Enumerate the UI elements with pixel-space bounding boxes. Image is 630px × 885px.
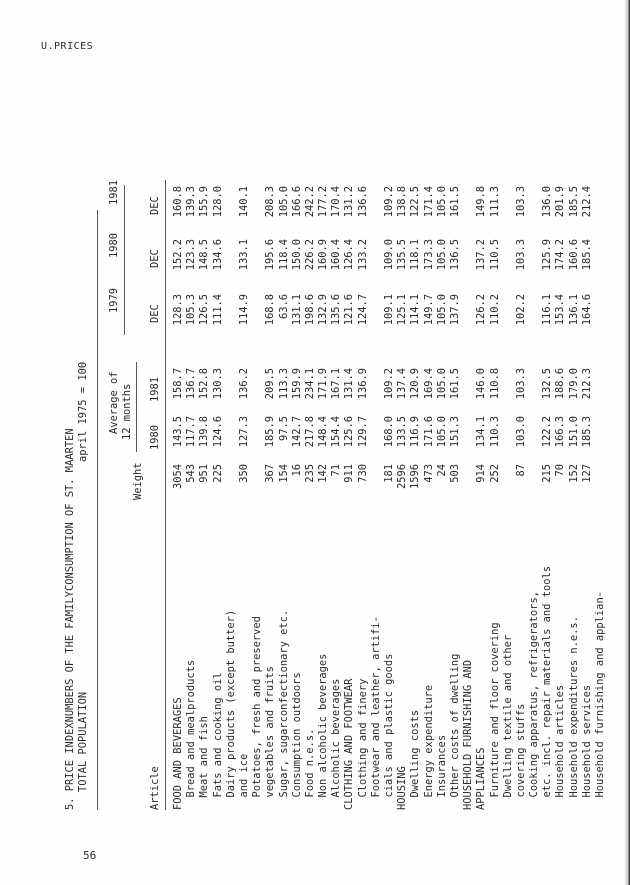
table-row xyxy=(278,10,291,810)
cell-w: 127 xyxy=(580,464,593,483)
cell-d81: 166.6 xyxy=(290,186,303,218)
cell-a80: 168.0 xyxy=(383,416,395,448)
cell-w: 730 xyxy=(356,464,369,483)
cell-d79: 135.6 xyxy=(330,294,343,326)
cell-d80: 174.2 xyxy=(554,239,567,271)
table-row xyxy=(554,10,567,810)
cell-d79: 126.2 xyxy=(475,294,488,326)
cell-d81: 136.0 xyxy=(541,186,554,218)
cell-a80: 117.7 xyxy=(185,416,198,448)
rule-avg xyxy=(136,362,137,452)
cell-a80: 151.3 xyxy=(448,416,461,448)
cell-d80: 118.4 xyxy=(277,239,290,271)
cell-w: 152 xyxy=(567,464,580,483)
cell-d79: 125.1 xyxy=(396,294,409,326)
col-1981: 1981 xyxy=(149,376,161,402)
row-label: Sugar, sugarconfectionary etc. xyxy=(277,609,290,810)
cell-a81: 146.0 xyxy=(475,368,488,400)
cell-d80: 109.0 xyxy=(383,239,395,271)
table-row xyxy=(581,10,594,810)
cell-w: 252 xyxy=(488,464,501,483)
cell-w: 87 xyxy=(514,464,527,477)
cell-a80: 97.5 xyxy=(277,416,290,442)
cell-d81: 208.3 xyxy=(264,186,277,218)
row-label: etc. incl. repair materials and tools xyxy=(541,566,554,810)
row-label: HOUSEHOLD FURNISHING AND xyxy=(462,659,475,810)
cell-d80: 160.4 xyxy=(330,239,343,271)
cell-a81: 169.4 xyxy=(422,368,435,400)
cell-d81: 103.3 xyxy=(514,186,527,218)
cell-a80: 129.7 xyxy=(356,416,369,448)
cell-d80: 137.2 xyxy=(475,239,488,271)
cell-d81: 136.6 xyxy=(356,186,369,218)
cell-w: 2596 xyxy=(396,464,409,490)
cell-a81: 171.9 xyxy=(317,368,330,400)
cell-d81: 171.4 xyxy=(422,186,435,218)
table-row xyxy=(436,10,449,810)
cell-w: 543 xyxy=(185,464,198,483)
cell-d80: 133.2 xyxy=(356,239,369,271)
row-label: Household furnishing and applian- xyxy=(594,591,606,810)
cell-d79: 132.9 xyxy=(317,294,330,326)
row-label: Household services xyxy=(580,684,593,810)
cell-d81: 140.1 xyxy=(237,186,250,218)
cell-d79: 153.4 xyxy=(554,294,567,326)
cell-d79: 110.2 xyxy=(488,294,501,326)
cell-a81: 103.3 xyxy=(514,368,527,400)
table-row xyxy=(370,10,383,810)
cell-a81: 131.4 xyxy=(343,368,356,400)
cell-a81: 113.3 xyxy=(277,368,290,400)
cell-a80: 217.8 xyxy=(303,416,316,448)
avg-header-2: 12 months xyxy=(121,383,133,440)
cell-d79: 137.9 xyxy=(448,294,461,326)
table-row xyxy=(225,10,238,810)
cell-a81: 136.2 xyxy=(237,368,250,400)
table-row xyxy=(238,10,251,810)
row-label: Bread and mealproducts xyxy=(185,659,198,810)
cell-w: 350 xyxy=(237,464,250,483)
cell-d80: 150.0 xyxy=(290,239,303,271)
cell-d79: 128.3 xyxy=(172,294,184,326)
cell-d79: 114.9 xyxy=(237,294,250,326)
cell-a81: 130.3 xyxy=(211,368,224,400)
table-row xyxy=(568,10,581,810)
cell-a80: 134.1 xyxy=(475,416,488,448)
cell-d80: 152.2 xyxy=(172,239,184,271)
cell-d81: 161.5 xyxy=(448,186,461,218)
cell-a80: 185.9 xyxy=(264,416,277,448)
row-label: CLOTHING AND FOOTWEAR xyxy=(343,678,356,810)
cell-a80: 124.6 xyxy=(211,416,224,448)
row-label: Dairy products (except butter) xyxy=(224,609,237,810)
row-label: Cooking apparatus, refrigerators, xyxy=(528,591,541,810)
row-label: Household articles xyxy=(554,684,567,810)
table-title: 5. PRICE INDEXNUMBERS OF THE FAMILYCONSUMPTION OF ST. MAARTEN xyxy=(64,428,76,810)
cell-w: 154 xyxy=(277,464,290,483)
cell-a80: 110.3 xyxy=(488,416,501,448)
table-row xyxy=(304,10,317,810)
row-label: Alcoholic beverages xyxy=(330,678,343,810)
cell-a80: 143.5 xyxy=(172,416,184,448)
cell-w: 16 xyxy=(290,464,303,477)
cell-w: 225 xyxy=(211,464,224,483)
cell-d79: 116.1 xyxy=(541,294,554,326)
cell-w: 215 xyxy=(541,464,554,483)
table-row xyxy=(475,10,488,810)
cell-a81: 109.2 xyxy=(383,368,395,400)
cell-d79: 136.1 xyxy=(567,294,580,326)
table-row xyxy=(449,10,462,810)
cell-d81: 177.2 xyxy=(317,186,330,218)
rotated-table xyxy=(64,0,624,810)
cell-a80: 122.2 xyxy=(541,416,554,448)
cell-a80: 185.3 xyxy=(580,416,593,448)
cell-a80: 171.6 xyxy=(422,416,435,448)
cell-w: 142 xyxy=(317,464,330,483)
cell-a80: 142.7 xyxy=(290,416,303,448)
table-title-block xyxy=(64,428,90,810)
row-label: Insurances xyxy=(435,734,448,810)
cell-d81: 139.3 xyxy=(185,186,198,218)
row-label: cials and plastic goods xyxy=(383,653,395,810)
cell-d81: 170.4 xyxy=(330,186,343,218)
row-label: Clothing and finery xyxy=(356,678,369,810)
cell-d79: 126.5 xyxy=(198,294,211,326)
cell-d80: 185.4 xyxy=(580,239,593,271)
cell-d79: 109.1 xyxy=(383,294,395,326)
row-label: Non alcoholic beverages xyxy=(317,653,330,810)
row-label: Dwelling costs xyxy=(409,709,422,810)
cell-d79: 105.0 xyxy=(435,294,448,326)
cell-d79: 114.1 xyxy=(409,294,422,326)
cell-d80: 135.5 xyxy=(396,239,409,271)
cell-d80: 133.1 xyxy=(237,239,250,271)
cell-w: 1596 xyxy=(409,464,422,490)
col-weight: Weight xyxy=(132,462,144,500)
cell-a81: 152.8 xyxy=(198,368,211,400)
cell-d81: 201.9 xyxy=(554,186,567,218)
col-1980: 1980 xyxy=(149,424,161,450)
cell-a80: 125.6 xyxy=(343,416,356,448)
rule-header xyxy=(165,180,166,810)
cell-a80: 127.3 xyxy=(237,416,250,448)
table-row xyxy=(185,10,198,810)
cell-d79: 63.6 xyxy=(277,294,290,320)
year-1980: 1980 xyxy=(108,232,120,258)
row-label: Footwear and leather, artifi- xyxy=(369,616,382,810)
row-label: FOOD AND BEVERAGES xyxy=(172,697,184,810)
cell-a80: 166.3 xyxy=(554,416,567,448)
row-label: HOUSING xyxy=(396,766,409,810)
cell-d81: 149.8 xyxy=(475,186,488,218)
table-row xyxy=(172,10,185,810)
table-row xyxy=(198,10,211,810)
cell-d80: 118.1 xyxy=(409,239,422,271)
year-1979: 1979 xyxy=(108,287,120,313)
cell-a80: 133.5 xyxy=(396,416,409,448)
cell-d81: 128.0 xyxy=(211,186,224,218)
row-label: Food n.e.s. xyxy=(303,728,316,810)
table-row xyxy=(541,10,554,810)
col-dec-1979: DEC xyxy=(149,304,161,323)
col-dec-1981: DEC xyxy=(149,196,161,215)
table-row xyxy=(502,10,515,810)
cell-a81: 209.5 xyxy=(264,368,277,400)
table-row xyxy=(317,10,330,810)
cell-a81: 137.4 xyxy=(396,368,409,400)
cell-d79: 168.8 xyxy=(264,294,277,326)
cell-a80: 103.0 xyxy=(514,416,527,448)
table-row xyxy=(212,10,225,810)
cell-d81: 160.8 xyxy=(172,186,184,218)
cell-a80: 148.4 xyxy=(317,416,330,448)
cell-w: 951 xyxy=(198,464,211,483)
cell-d80: 123.3 xyxy=(185,239,198,271)
cell-w: 473 xyxy=(422,464,435,483)
table-row xyxy=(515,10,528,810)
table-row xyxy=(396,10,409,810)
table-row xyxy=(343,10,356,810)
row-label: Fats and cooking oil xyxy=(211,672,224,810)
cell-d81: 109.2 xyxy=(383,186,395,218)
table-subtitle: TOTAL POPULATION xyxy=(77,691,89,792)
table-row xyxy=(291,10,304,810)
cell-a81: 212.3 xyxy=(580,368,593,400)
cell-a81: 158.7 xyxy=(172,368,184,400)
rule-top xyxy=(97,210,98,810)
cell-d81: 242.2 xyxy=(303,186,316,218)
avg-header-1: Average of xyxy=(108,371,120,434)
cell-d80: 173.3 xyxy=(422,239,435,271)
year-1981: 1981 xyxy=(108,179,120,205)
cell-d79: 198.6 xyxy=(303,294,316,326)
page-edge-shadow xyxy=(624,0,630,885)
cell-a81: 136.7 xyxy=(185,368,198,400)
cell-d80: 110.5 xyxy=(488,239,501,271)
table-row xyxy=(594,10,607,810)
cell-w: 367 xyxy=(264,464,277,483)
cell-w: 24 xyxy=(435,464,448,477)
row-label: and ice xyxy=(237,753,250,810)
cell-w: 3054 xyxy=(172,464,184,490)
table-row xyxy=(462,10,475,810)
table-row xyxy=(409,10,422,810)
cell-a80: 154.4 xyxy=(330,416,343,448)
row-label: Furniture and floor covering xyxy=(488,622,501,810)
cell-d81: 138.8 xyxy=(396,186,409,218)
col-article: Article xyxy=(149,766,161,810)
cell-a81: 161.5 xyxy=(448,368,461,400)
row-label: Dwelling textile and other xyxy=(501,634,514,810)
cell-w: 70 xyxy=(554,464,567,477)
cell-a81: 234.1 xyxy=(303,368,316,400)
row-label: Consumption outdoors xyxy=(290,672,303,810)
cell-d80: 148.5 xyxy=(198,239,211,271)
cell-a81: 159.9 xyxy=(290,368,303,400)
page-number: 56 xyxy=(83,849,97,862)
cell-a81: 136.9 xyxy=(356,368,369,400)
cell-d79: 105.3 xyxy=(185,294,198,326)
base-note: april 1975 = 100 xyxy=(77,361,89,462)
cell-d80: 105.0 xyxy=(435,239,448,271)
cell-w: 911 xyxy=(343,464,356,483)
row-label: Household expenditures n.e.s. xyxy=(567,616,580,810)
cell-d80: 195.6 xyxy=(264,239,277,271)
row-label: Other costs of dwelling xyxy=(448,653,461,810)
row-label: vegetables and fruits xyxy=(264,666,277,810)
table-row xyxy=(528,10,541,810)
cell-d79: 131.1 xyxy=(290,294,303,326)
cell-w: 71 xyxy=(330,464,343,477)
table-row xyxy=(423,10,436,810)
cell-d81: 185.5 xyxy=(567,186,580,218)
cell-d81: 131.2 xyxy=(343,186,356,218)
row-label: Potatoes, fresh and preserved xyxy=(251,616,264,810)
table-row xyxy=(357,10,370,810)
cell-d80: 126.4 xyxy=(343,239,356,271)
cell-d81: 105.0 xyxy=(435,186,448,218)
row-label: APPLIANCES xyxy=(475,747,488,810)
table-row xyxy=(383,10,396,810)
cell-d79: 124.7 xyxy=(356,294,369,326)
cell-a81: 167.1 xyxy=(330,368,343,400)
cell-d79: 111.4 xyxy=(211,294,224,326)
cell-d81: 212.4 xyxy=(580,186,593,218)
cell-w: 181 xyxy=(383,464,395,483)
cell-d80: 160.9 xyxy=(317,239,330,271)
row-label: Meat and fish xyxy=(198,716,211,810)
cell-d80: 134.6 xyxy=(211,239,224,271)
rule-years xyxy=(124,185,125,335)
cell-d81: 155.9 xyxy=(198,186,211,218)
cell-a80: 151.0 xyxy=(567,416,580,448)
cell-a81: 120.9 xyxy=(409,368,422,400)
cell-a81: 110.8 xyxy=(488,368,501,400)
cell-a80: 116.9 xyxy=(409,416,422,448)
cell-d79: 121.6 xyxy=(343,294,356,326)
cell-d79: 149.7 xyxy=(422,294,435,326)
cell-w: 503 xyxy=(448,464,461,483)
cell-d80: 125.9 xyxy=(541,239,554,271)
page-code: U.PRICES xyxy=(41,41,94,52)
cell-w: 914 xyxy=(475,464,488,483)
col-dec-1980: DEC xyxy=(149,249,161,268)
cell-d80: 103.3 xyxy=(514,239,527,271)
cell-d79: 102.2 xyxy=(514,294,527,326)
table-row xyxy=(489,10,502,810)
cell-a80: 105.0 xyxy=(435,416,448,448)
row-label: covering stuffs xyxy=(514,703,527,810)
cell-w: 235 xyxy=(303,464,316,483)
cell-d79: 164.6 xyxy=(580,294,593,326)
cell-d80: 226.2 xyxy=(303,239,316,271)
cell-d81: 105.0 xyxy=(277,186,290,218)
table-row xyxy=(251,10,264,810)
cell-d81: 111.3 xyxy=(488,186,501,218)
cell-a81: 179.0 xyxy=(567,368,580,400)
cell-a81: 188.6 xyxy=(554,368,567,400)
cell-a80: 139.8 xyxy=(198,416,211,448)
row-label: Energy expenditure xyxy=(422,684,435,810)
table-body xyxy=(172,10,607,810)
table-row xyxy=(330,10,343,810)
cell-d80: 160.6 xyxy=(567,239,580,271)
cell-d81: 122.5 xyxy=(409,186,422,218)
cell-a81: 132.5 xyxy=(541,368,554,400)
cell-a81: 105.0 xyxy=(435,368,448,400)
table-row xyxy=(264,10,277,810)
cell-d80: 136.5 xyxy=(448,239,461,271)
